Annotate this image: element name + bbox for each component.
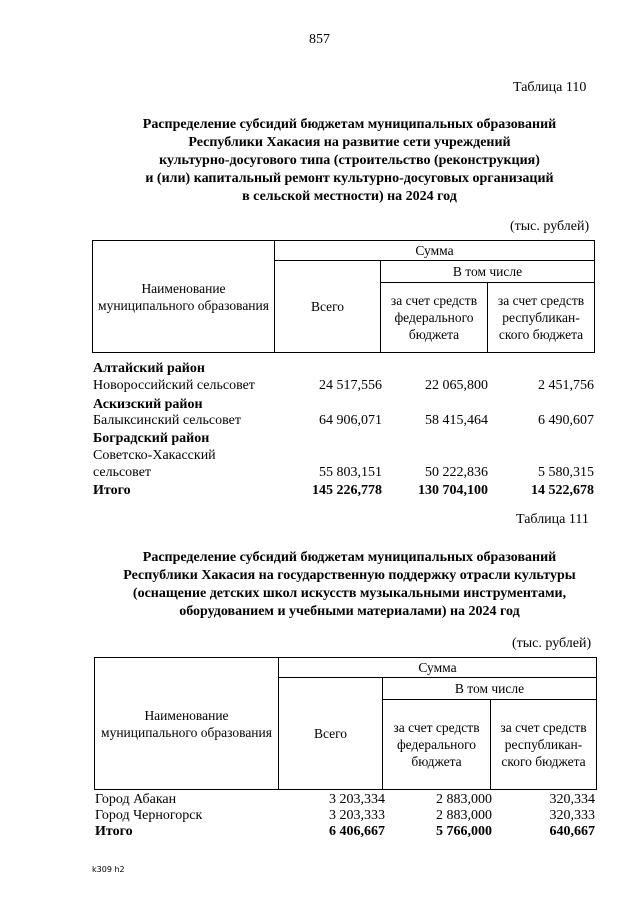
sum-header: Сумма [275, 241, 595, 261]
table-110-title [60, 116, 639, 206]
table-110-header [92, 240, 595, 353]
title-line: (оснащение детских школ искусств музыкальными инструментами, [132, 586, 567, 601]
federal-header: за счет средств федерального бюджета [381, 283, 488, 353]
row-federal: 2 883,000 [436, 792, 492, 807]
title-line: в сельской местности) на 2024 год [242, 189, 457, 204]
federal-header: за счет средств федерального бюджета [383, 700, 491, 790]
table-row [93, 464, 594, 482]
row-total: 6 406,667 [329, 824, 385, 839]
row-republic: 320,333 [549, 808, 595, 823]
row-name: Балыксинский сельсовет [93, 413, 241, 428]
table-111-header [94, 657, 597, 790]
total-row [95, 823, 595, 841]
district-row [93, 430, 594, 448]
row-republic: 6 490,607 [538, 413, 594, 428]
total-row [93, 482, 594, 500]
row-total: 64 906,071 [319, 413, 382, 428]
row-federal: 2 883,000 [436, 808, 492, 823]
table-row [93, 412, 594, 430]
table-110-units: (тыс. рублей) [510, 219, 590, 234]
row-name: Новороссийский сельсовет [93, 378, 255, 393]
table-110-label: Таблица 110 [513, 80, 587, 95]
table-111-label: Таблица 111 [516, 512, 589, 527]
table-111-units: (тыс. рублей) [512, 636, 592, 651]
footer-code: k309 h2 [92, 865, 125, 874]
title-line: оборудованием и учебными материалами) на 2024 год [179, 604, 520, 619]
row-republic: 5 580,315 [538, 465, 594, 480]
row-name: сельсовет [93, 465, 152, 480]
title-line: Республики Хакасия на государственную поддержку отрасли культуры [123, 568, 576, 583]
row-name: Итого [93, 483, 131, 498]
row-federal: 5 766,000 [436, 824, 492, 839]
row-total: 55 803,151 [319, 465, 382, 480]
row-federal: 130 704,100 [418, 483, 488, 498]
row-republic: 320,334 [549, 792, 595, 807]
row-name: Город Черногорск [95, 808, 203, 823]
row-republic: 14 522,678 [531, 483, 594, 498]
row-republic: 640,667 [549, 824, 595, 839]
sum-header: Сумма [279, 658, 597, 678]
republic-header: за счет средств республикан-ского бюджета [488, 283, 595, 353]
name-column-header: Наименование муниципального образования [95, 658, 279, 790]
row-name: Советско-Хакасский [93, 448, 216, 463]
district-row [93, 360, 594, 378]
title-line: Республики Хакасия на развитие сети учреждений [188, 135, 511, 150]
district-name: Алтайский район [93, 361, 205, 376]
district-name: Боградский район [93, 431, 210, 446]
title-line: и (или) капитальный ремонт культурно-досуговых организаций [145, 171, 554, 186]
table-row [93, 447, 594, 465]
table-111-title [60, 549, 639, 621]
republic-header: за счет средств республикан-ского бюджета [491, 700, 597, 790]
total-header: Всего [275, 261, 381, 353]
including-header: В том числе [381, 261, 595, 283]
title-line: Распределение субсидий бюджетам муниципальных образований [142, 550, 557, 565]
title-line: Распределение субсидий бюджетам муниципальных образований [142, 117, 557, 132]
row-total: 24 517,556 [319, 378, 382, 393]
row-total: 3 203,334 [329, 792, 385, 807]
name-column-header: Наименование муниципального образования [93, 241, 275, 353]
district-name: Аскизский район [93, 397, 203, 412]
table-row [93, 377, 594, 395]
row-federal: 50 222,836 [425, 465, 488, 480]
title-line: культурно-досугового типа (строительство (реконструкция) [159, 153, 540, 168]
row-republic: 2 451,756 [538, 378, 594, 393]
row-total: 145 226,778 [312, 483, 382, 498]
row-name: Город Абакан [95, 792, 177, 807]
row-federal: 22 065,800 [425, 378, 488, 393]
row-federal: 58 415,464 [425, 413, 488, 428]
including-header: В том числе [383, 678, 597, 700]
total-header: Всего [279, 678, 383, 790]
row-name: Итого [95, 824, 133, 839]
row-total: 3 203,333 [329, 808, 385, 823]
page-number: 857 [309, 32, 330, 47]
